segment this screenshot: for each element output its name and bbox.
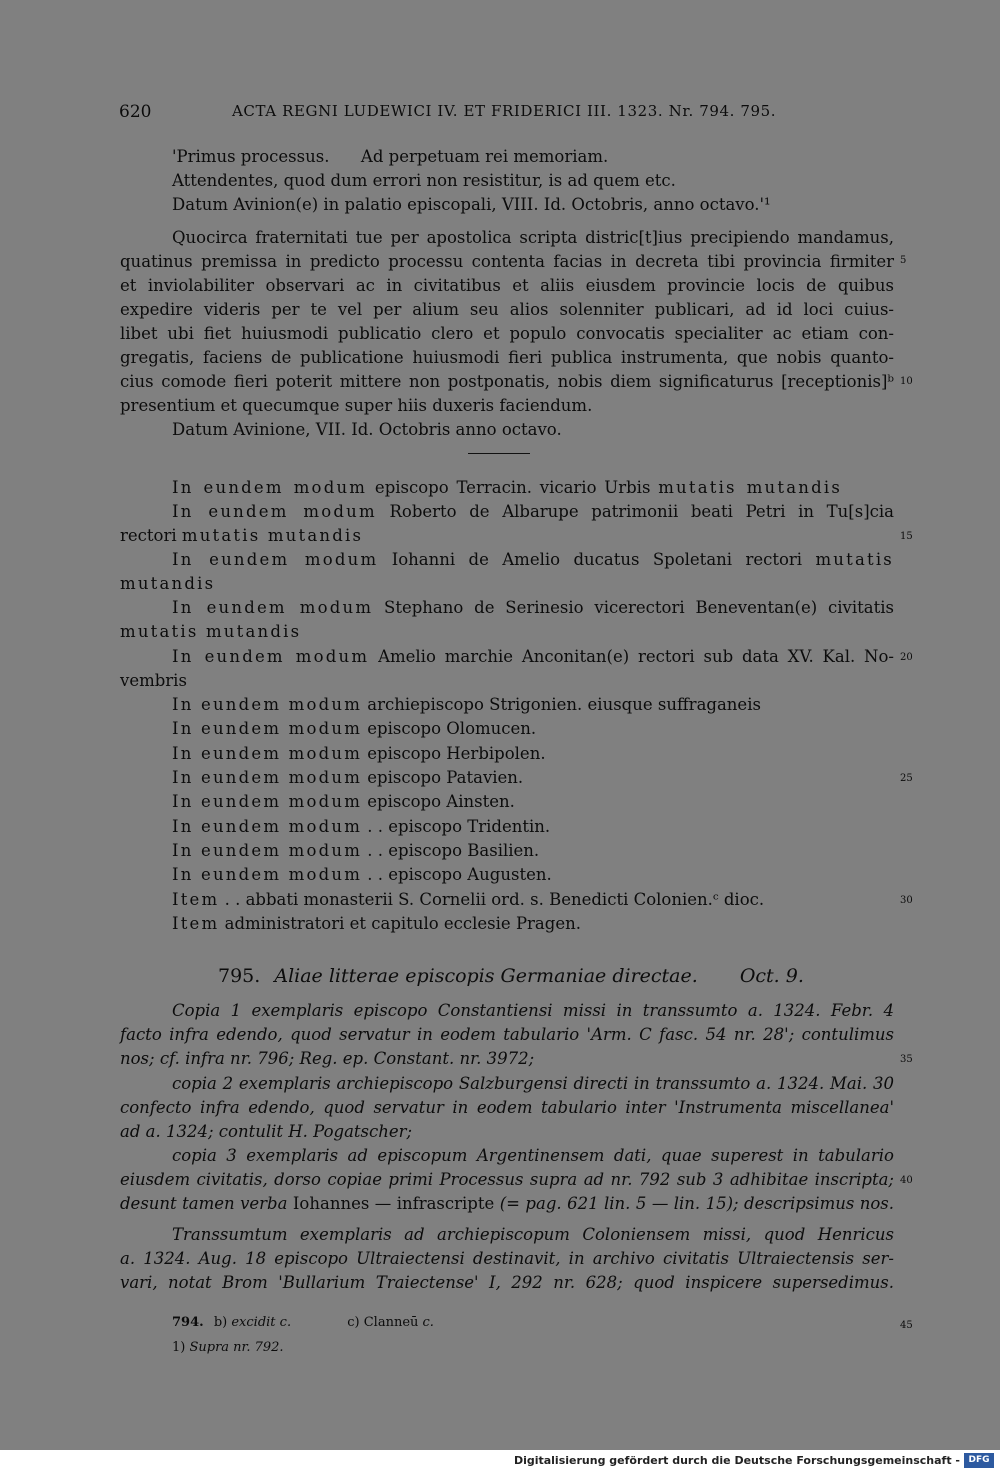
note-line: ad a. 1324; contulit H. Pogatscher;: [120, 1122, 413, 1141]
line-number: 25: [900, 773, 913, 784]
line-number: 5: [900, 255, 907, 266]
paragraph-line: presentium et quecumque super hiis duxeris faciendum.: [120, 396, 593, 415]
eundem-line: In eundem modum episcopo Olomucen.: [172, 719, 537, 738]
eundem-line: Item administratori et capitulo ecclesie Pragen.: [172, 914, 581, 933]
intro-line: 'Primus processus. Ad perpetuam rei memoriam.: [172, 147, 609, 166]
datum-line: Datum Avinione, VII. Id. Octobris anno octavo.: [172, 420, 562, 439]
funding-banner: [0, 1450, 1000, 1472]
doc-title: Aliae litterae episcopis Germaniae directae.: [274, 965, 698, 987]
paragraph-line: expedire videris per te vel per alium seu alios solenniter publicari, ad id loci cuius-: [120, 300, 894, 319]
doc-date: Oct. 9.: [739, 965, 804, 987]
eundem-line: In eundem modum . . episcopo Augusten.: [172, 865, 552, 884]
funding-text: Digitalisierung gefördert durch die Deutsche Forschungsgemeinschaft -: [513, 1454, 960, 1467]
footnote-1: 1) Supra nr. 792.: [172, 1340, 284, 1355]
eundem-line: In eundem modum archiepiscopo Strigonien. eiusque suffraganeis: [172, 695, 761, 714]
eundem-line: Item . . abbati monasterii S. Cornelii ord. s. Benedicti Colonien.ᶜ dioc.: [172, 890, 765, 909]
note-line: confecto infra edendo, quod servatur in eodem tabulario inter 'Instrumenta miscellanea': [120, 1098, 894, 1117]
paragraph-line: libet ubi fiet huiusmodi publicatio clero et populo convocatis specialiter ac etiam con-: [120, 324, 894, 343]
line-number: 35: [900, 1054, 913, 1065]
eundem-line: In eundem modum Roberto de Albarupe patrimonii beati Petri in Tu[s]cia: [172, 502, 894, 521]
doc-heading-795: [218, 964, 804, 988]
intro-line: Datum Avinion(e) in palatio episcopali, VIII. Id. Octobris, anno octavo.'¹: [172, 195, 771, 214]
note-line: vari, notat Brom 'Bullarium Traiectense' I, 292 nr. 628; quod inspicere supersedimus.: [120, 1273, 894, 1292]
page-number: 620: [119, 102, 152, 122]
note-line: facto infra edendo, quod servatur in eodem tabulario 'Arm. C fasc. 54 nr. 28'; contulimus: [120, 1025, 894, 1044]
eundem-line: rectori mutatis mutandis: [120, 526, 364, 545]
note-line: desunt tamen verba Iohannes — infrascripte (= pag. 621 lin. 5 — lin. 15); descripsimus nos.: [120, 1194, 895, 1213]
line-number: 40: [900, 1175, 913, 1186]
eundem-line: In eundem modum Stephano de Serinesio vicerectori Beneventan(e) civitatis: [172, 598, 894, 617]
paragraph-line: et inviolabiliter observari ac in civitatibus et aliis eiusdem provincie locis de quibus: [120, 276, 894, 295]
eundem-line: In eundem modum episcopo Patavien.: [172, 768, 524, 787]
note-line: Copia 1 exemplaris episcopo Constantiensi missi in transsumto a. 1324. Febr. 4: [172, 1001, 894, 1020]
line-number: 45: [900, 1320, 913, 1331]
paragraph-line: gregatis, faciens de publicatione huiusmodi fieri publica instrumenta, que nobis quanto-: [120, 348, 894, 367]
eundem-line: mutatis mutandis: [120, 622, 302, 641]
running-title: ACTA REGNI LUDEWICI IV. ET FRIDERICI III. 1323. Nr. 794. 795.: [232, 102, 777, 120]
intro-line: Attendentes, quod dum errori non resistitur, is ad quem etc.: [172, 171, 676, 190]
eundem-line: In eundem modum episcopo Terracin. vicario Urbis mutatis mutandis: [172, 478, 842, 497]
paragraph-line: cius comode fieri poterit mittere non postponatis, nobis diem significaturus [receptionis]ᵇ: [120, 372, 894, 391]
note-line: copia 2 exemplaris archiepiscopo Salzburgensi directi in transsumto a. 1324. Mai. 30: [172, 1074, 894, 1093]
eundem-line: mutandis: [120, 574, 216, 593]
paragraph-line: quatinus premissa in predicto processu contenta facias in decreta tibi provincia firmiter: [120, 252, 894, 271]
eundem-line: In eundem modum Amelio marchie Anconitan(e) rectori sub data XV. Kal. No-: [172, 647, 894, 666]
eundem-line: In eundem modum . . episcopo Tridentin.: [172, 817, 551, 836]
line-number: 20: [900, 652, 913, 663]
eundem-line: In eundem modum Iohanni de Amelio ducatus Spoletani rectori mutatis: [172, 550, 894, 569]
line-number: 30: [900, 895, 913, 906]
eundem-line: In eundem modum episcopo Herbipolen.: [172, 744, 546, 763]
note-line: nos; cf. infra nr. 796; Reg. ep. Constant. nr. 3972;: [120, 1049, 535, 1068]
note-line: Transsumtum exemplaris ad archiepiscopum Coloniensem missi, quod Henricus: [172, 1225, 894, 1244]
eundem-line: In eundem modum . . episcopo Basilien.: [172, 841, 540, 860]
line-number: 15: [900, 531, 913, 542]
note-line: a. 1324. Aug. 18 episcopo Ultraiectensi destinavit, in archivo civitatis Ultraiectensis ser-: [120, 1249, 894, 1268]
doc-number: 795.: [218, 965, 261, 987]
note-line: eiusdem civitatis, dorso copiae primi Processus supra ad nr. 792 sub 3 adhibitae inscripta;: [120, 1170, 894, 1189]
eundem-line: In eundem modum episcopo Ainsten.: [172, 792, 515, 811]
section-divider: [468, 453, 530, 454]
line-number: 10: [900, 376, 913, 387]
footnote-794: 794. b) excidit c. c) Clanneū c.: [172, 1315, 434, 1330]
paragraph-line: Quocirca fraternitati tue per apostolica scripta distric[t]ius precipiendo mandamus,: [172, 228, 894, 247]
note-line: copia 3 exemplaris ad episcopum Argentinensem dati, quae superest in tabulario: [172, 1146, 894, 1165]
eundem-line: vembris: [120, 671, 187, 690]
dfg-logo: DFG: [964, 1453, 994, 1468]
